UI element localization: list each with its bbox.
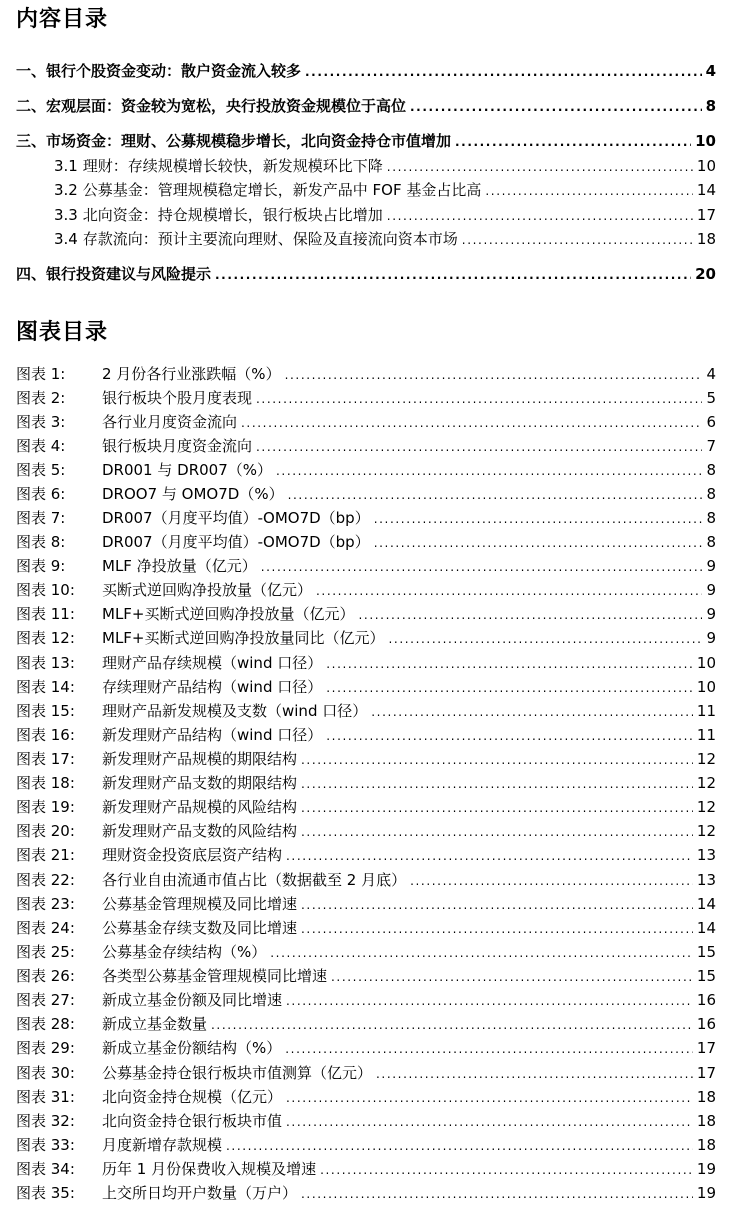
figure-label: 图表 8: [16,533,66,551]
figure-item[interactable] [16,631,716,646]
toc-subitem[interactable] [54,208,716,223]
figure-text: 银行板块个股月度表现 [102,389,253,407]
toc-subitem-number: 3.2 [54,181,78,199]
toc-item-page: 4 [705,62,716,80]
figure-label: 图表 30: [16,1064,75,1082]
toc-item-label: 一、银行个股资金变动：散户资金流入较多 [16,62,302,80]
leader-dots [320,1164,693,1176]
figures-title: 图表目录 [16,320,109,345]
figure-page: 13 [696,871,716,889]
toc-subitem-label: 理财：存续规模增长较快，新发规模环比下降 [82,157,383,175]
figure-text: 买断式逆回购净投放量（亿元） [102,581,313,599]
figure-item[interactable] [16,535,716,550]
figure-text: 公募基金管理规模及同比增速 [102,895,298,913]
figure-label: 图表 12: [16,629,75,647]
leader-dots [256,393,702,405]
toc-item[interactable] [16,267,716,282]
figure-label: 图表 10: [16,581,75,599]
figure-item[interactable] [16,1041,716,1056]
figure-label: 图表 3: [16,413,66,431]
leader-dots [316,585,702,597]
figure-item[interactable] [16,511,716,526]
figure-item[interactable] [16,824,716,839]
figure-text: 银行板块月度资金流向 [102,437,253,455]
figure-label: 图表 23: [16,895,75,913]
figure-item[interactable] [16,752,716,767]
figure-item[interactable] [16,463,716,478]
figure-text: MLF+买断式逆回购净投放量同比（亿元） [102,629,385,647]
figure-page: 16 [696,1015,716,1033]
figure-label: 图表 24: [16,919,75,937]
figure-label: 图表 18: [16,774,75,792]
leader-dots [410,101,702,113]
figure-page: 8 [706,533,716,551]
figure-item[interactable] [16,1066,716,1081]
toc-subitem-page: 10 [696,157,716,175]
leader-dots [462,234,693,246]
toc-item-page: 10 [695,132,716,150]
figure-page: 18 [696,1088,716,1106]
figure-item[interactable] [16,415,716,430]
leader-dots [371,706,693,718]
toc-item-label: 二、宏观层面：资金较为宽松，央行投放资金规模位于高位 [16,97,407,115]
leader-dots [359,609,703,621]
figure-label: 图表 22: [16,871,75,889]
figure-label: 图表 28: [16,1015,75,1033]
leader-dots [301,754,693,766]
figure-text: MLF 净投放量（亿元） [102,557,257,575]
figure-page: 18 [696,1112,716,1130]
figure-label: 图表 17: [16,750,75,768]
figure-label: 图表 21: [16,846,75,864]
figure-label: 图表 20: [16,822,75,840]
figure-page: 12 [696,822,716,840]
figure-page: 9 [706,629,716,647]
figure-page: 11 [696,702,716,720]
figure-item[interactable] [16,945,716,960]
leader-dots [326,730,693,742]
figure-label: 图表 34: [16,1160,75,1178]
toc-subitem-page: 18 [696,230,716,248]
leader-dots [241,417,702,429]
figure-page: 8 [706,509,716,527]
figure-page: 10 [696,678,716,696]
figure-text: DROO7 与 OMO7D（%） [102,485,284,503]
figure-text: 理财资金投资底层资产结构 [102,846,283,864]
figure-item[interactable] [16,1090,716,1105]
figure-page: 15 [696,967,716,985]
figure-page: 13 [696,846,716,864]
figure-label: 图表 29: [16,1039,75,1057]
figure-label: 图表 25: [16,943,75,961]
leader-dots [331,971,693,983]
toc-subitem-page: 14 [696,181,716,199]
figure-label: 图表 32: [16,1112,75,1130]
leader-dots [285,1043,693,1055]
figure-page: 6 [706,413,716,431]
figure-text: MLF+买断式逆回购净投放量（亿元） [102,605,355,623]
figure-text: DR007（月度平均值）-OMO7D（bp） [102,509,370,527]
toc-subitem[interactable] [54,183,716,198]
figure-label: 图表 27: [16,991,75,1009]
figure-page: 10 [696,654,716,672]
leader-dots [326,658,693,670]
figure-text: 北向资金持仓规模（亿元） [102,1088,283,1106]
leader-dots [288,489,703,501]
figure-page: 4 [706,365,716,383]
figure-item[interactable] [16,1114,716,1129]
figure-page: 9 [706,581,716,599]
toc-subitem-number: 3.4 [54,230,78,248]
figure-item[interactable] [16,1017,716,1032]
figure-text: 北向资金持仓银行板块市值 [102,1112,283,1130]
figure-text: 各类型公募基金管理规模同比增速 [102,967,328,985]
figure-page: 15 [696,943,716,961]
figure-item[interactable] [16,993,716,1008]
leader-dots [301,802,693,814]
figure-page: 14 [696,919,716,937]
figure-page: 12 [696,798,716,816]
toc-subitem[interactable] [54,159,716,174]
figure-page: 5 [706,389,716,407]
figure-text: 存续理财产品结构（wind 口径） [102,678,323,696]
leader-dots [256,441,702,453]
figure-item[interactable] [16,873,716,888]
figure-label: 图表 7: [16,509,66,527]
figure-page: 9 [706,557,716,575]
figure-label: 图表 13: [16,654,75,672]
figure-item[interactable] [16,800,716,815]
figure-item[interactable] [16,1186,716,1201]
figure-text: 各行业自由流通市值占比（数据截至 2 月底） [102,871,407,889]
figure-label: 图表 11: [16,605,75,623]
leader-dots [387,210,693,222]
figure-item[interactable] [16,607,716,622]
toc-subitem-label: 北向资金：持仓规模增长，银行板块占比增加 [82,206,383,224]
figure-text: 历年 1 月份保费收入规模及增速 [102,1160,317,1178]
figure-item[interactable] [16,656,716,671]
figure-item[interactable] [16,583,716,598]
leader-dots [301,826,693,838]
figure-page: 18 [696,1136,716,1154]
leader-dots [410,875,693,887]
leader-dots [374,513,703,525]
figure-text: 新发理财产品规模的风险结构 [102,798,298,816]
toc-subitem-page: 17 [696,206,716,224]
figure-text: 新成立基金份额及同比增速 [102,991,283,1009]
figure-item[interactable] [16,559,716,574]
figure-text: 新发理财产品支数的期限结构 [102,774,298,792]
figure-item[interactable] [16,776,716,791]
leader-dots [286,995,693,1007]
figure-page: 19 [696,1160,716,1178]
figure-page: 7 [706,437,716,455]
figure-text: 月度新增存款规模 [102,1136,223,1154]
leader-dots [387,161,693,173]
leader-dots [301,899,693,911]
toc-item[interactable] [16,134,716,149]
leader-dots [326,682,693,694]
figure-page: 11 [696,726,716,744]
figure-text: 理财产品存续规模（wind 口径） [102,654,323,672]
figure-page: 9 [706,605,716,623]
figure-text: 新发理财产品结构（wind 口径） [102,726,323,744]
figure-label: 图表 9: [16,557,66,575]
figure-text: 公募基金持仓银行板块市值测算（亿元） [102,1064,373,1082]
figure-label: 图表 15: [16,702,75,720]
figure-text: 2 月份各行业涨跌幅（%） [102,365,281,383]
toc-title: 内容目录 [16,7,109,32]
figure-label: 图表 5: [16,461,66,479]
leader-dots [485,185,693,197]
figure-page: 19 [696,1184,716,1202]
figure-text: 新发理财产品规模的期限结构 [102,750,298,768]
leader-dots [301,1188,693,1200]
leader-dots [211,1019,693,1031]
leader-dots [270,947,693,959]
leader-dots [301,778,693,790]
figure-item[interactable] [16,1162,716,1177]
figure-label: 图表 6: [16,485,66,503]
figure-item[interactable] [16,439,716,454]
figure-item[interactable] [16,897,716,912]
leader-dots [285,369,703,381]
leader-dots [455,136,691,148]
leader-dots [389,633,703,645]
figure-label: 图表 1: [16,365,66,383]
figure-item[interactable] [16,1138,716,1153]
figure-label: 图表 33: [16,1136,75,1154]
leader-dots [276,465,702,477]
figure-item[interactable] [16,921,716,936]
leader-dots [286,850,693,862]
figure-label: 图表 2: [16,389,66,407]
figure-page: 17 [696,1039,716,1057]
figure-text: 各行业月度资金流向 [102,413,238,431]
figure-text: DR007（月度平均值）-OMO7D（bp） [102,533,370,551]
toc-item-label: 四、银行投资建议与风险提示 [16,265,212,283]
toc-subitem-number: 3.3 [54,206,78,224]
leader-dots [376,1068,693,1080]
figure-label: 图表 4: [16,437,66,455]
figure-page: 12 [696,774,716,792]
figure-text: 理财产品新发规模及支数（wind 口径） [102,702,368,720]
toc-item[interactable] [16,64,716,79]
toc-subitem-label: 存款流向：预计主要流向理财、保险及直接流向资本市场 [82,230,458,248]
toc-item-page: 20 [695,265,716,283]
figure-text: 新成立基金份额结构（%） [102,1039,282,1057]
toc-subitem[interactable] [54,232,716,247]
leader-dots [286,1092,693,1104]
leader-dots [261,561,703,573]
figure-label: 图表 35: [16,1184,75,1202]
figure-page: 17 [696,1064,716,1082]
figure-item[interactable] [16,391,716,406]
figure-item[interactable] [16,728,716,743]
figure-item[interactable] [16,704,716,719]
leader-dots [305,66,702,78]
figure-label: 图表 31: [16,1088,75,1106]
figure-label: 图表 16: [16,726,75,744]
leader-dots [215,269,691,281]
figure-text: 新成立基金数量 [102,1015,208,1033]
toc-item-page: 8 [705,97,716,115]
figure-item[interactable] [16,969,716,984]
figure-text: 公募基金存续结构（%） [102,943,267,961]
figure-item[interactable] [16,848,716,863]
figure-text: 上交所日均开户数量（万户） [102,1184,298,1202]
toc-item[interactable] [16,99,716,114]
toc-subitem-label: 公募基金：管理规模稳定增长，新发产品中 FOF 基金占比高 [82,181,482,199]
leader-dots [286,1116,693,1128]
figure-item[interactable] [16,487,716,502]
leader-dots [226,1140,693,1152]
figure-text: 新发理财产品支数的风险结构 [102,822,298,840]
figure-item[interactable] [16,367,716,382]
figure-label: 图表 14: [16,678,75,696]
leader-dots [301,923,693,935]
figure-page: 8 [706,485,716,503]
figure-page: 16 [696,991,716,1009]
figure-page: 14 [696,895,716,913]
toc-item-label: 三、市场资金：理财、公募规模稳步增长，北向资金持仓市值增加 [16,132,452,150]
figure-label: 图表 19: [16,798,75,816]
leader-dots [374,537,703,549]
figure-page: 12 [696,750,716,768]
figure-label: 图表 26: [16,967,75,985]
figure-item[interactable] [16,680,716,695]
figure-text: DR001 与 DR007（%） [102,461,272,479]
figure-text: 公募基金存续支数及同比增速 [102,919,298,937]
toc-subitem-number: 3.1 [54,157,78,175]
figure-page: 8 [706,461,716,479]
